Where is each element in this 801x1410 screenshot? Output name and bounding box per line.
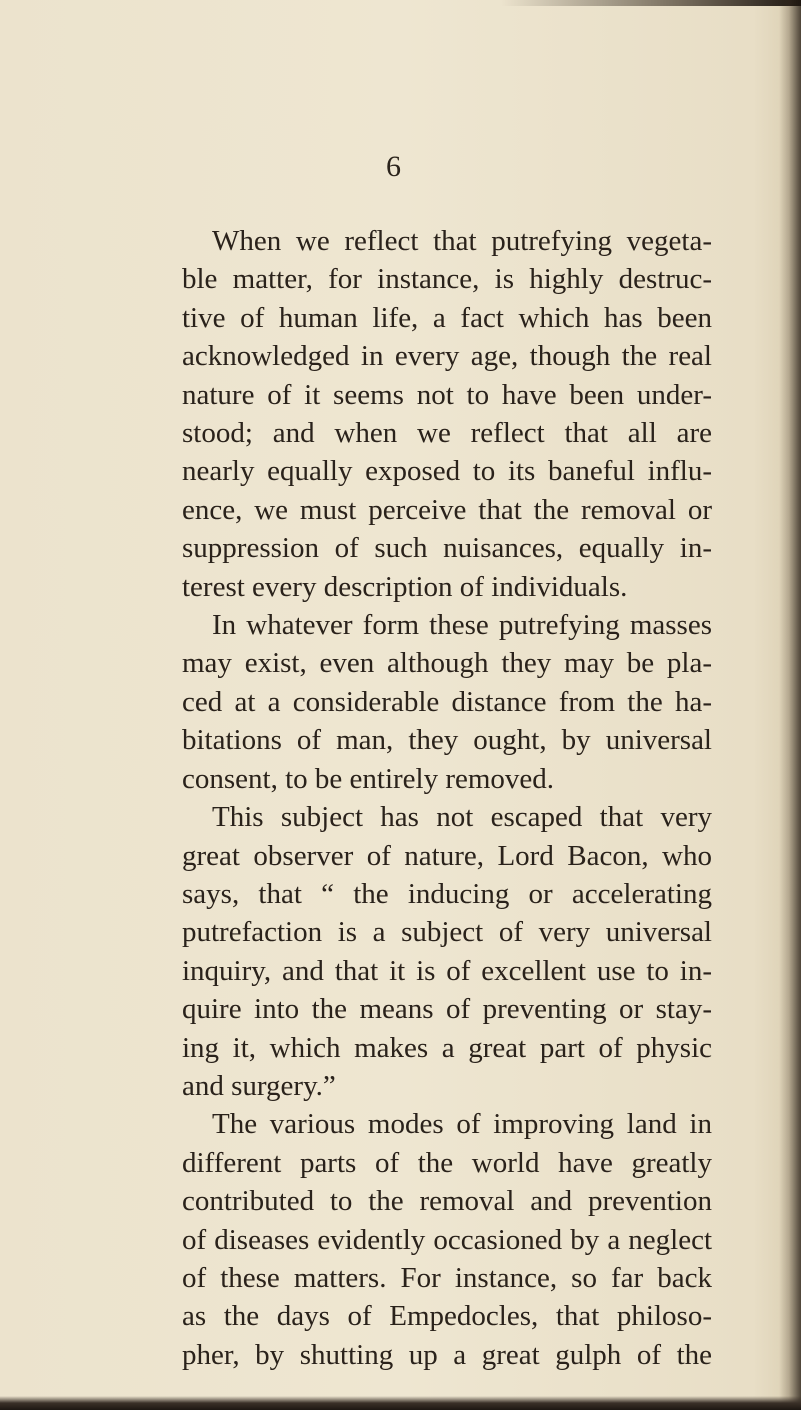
text-line: acknowledged in every age, though the real (182, 340, 712, 373)
text-line: pher, by shutting up a great gulph of the (182, 1338, 712, 1371)
text-line: stood; and when we reflect that all are (182, 417, 712, 450)
body-text (182, 222, 712, 1374)
text-line: ing it, which makes a great part of physic (182, 1031, 712, 1064)
text-line: and surgery.” (182, 1069, 336, 1102)
page-number: 6 (386, 150, 401, 183)
text-line: great observer of nature, Lord Bacon, who (182, 839, 712, 872)
text-line: quire into the means of preventing or stay- (182, 993, 712, 1026)
text-line: tive of human life, a fact which has been (182, 301, 712, 334)
text-line: suppression of such nuisances, equally in- (182, 532, 712, 565)
page-binding-shadow (779, 0, 801, 1410)
page-top-shadow (501, 0, 801, 6)
text-line: The various modes of improving land in (212, 1108, 712, 1141)
text-line: of diseases evidently occasioned by a neglect (182, 1223, 712, 1256)
text-line: as the days of Empedocles, that philoso- (182, 1300, 712, 1333)
text-line: When we reflect that putrefying vegeta- (212, 225, 712, 257)
page-bottom-edge (0, 1396, 801, 1410)
text-line: This subject has not escaped that very (212, 801, 712, 834)
text-line: nearly equally exposed to its baneful influ- (182, 455, 712, 488)
text-line: ced at a considerable distance from the ha- (182, 685, 712, 718)
text-line: may exist, even although they may be pla- (182, 647, 712, 680)
text-line: putrefaction is a subject of very universal (182, 916, 712, 949)
text-line: ble matter, for instance, is highly destruc- (182, 263, 712, 296)
text-line: ence, we must perceive that the removal or (182, 493, 712, 526)
text-line: contributed to the removal and prevention (182, 1185, 712, 1218)
text-line: terest every description of individuals. (182, 570, 628, 603)
text-line: different parts of the world have greatly (182, 1146, 712, 1179)
text-line: bitations of man, they ought, by universal (182, 724, 712, 757)
text-line: In whatever form these putrefying masses (212, 609, 712, 642)
text-line: consent, to be entirely removed. (182, 762, 555, 795)
text-line: says, that “ the inducing or accelerating (182, 877, 712, 910)
text-line: of these matters. For instance, so far back (182, 1261, 712, 1294)
text-line: inquiry, and that it is of excellent use to in- (182, 954, 712, 987)
text-line: nature of it seems not to have been under- (182, 378, 712, 411)
